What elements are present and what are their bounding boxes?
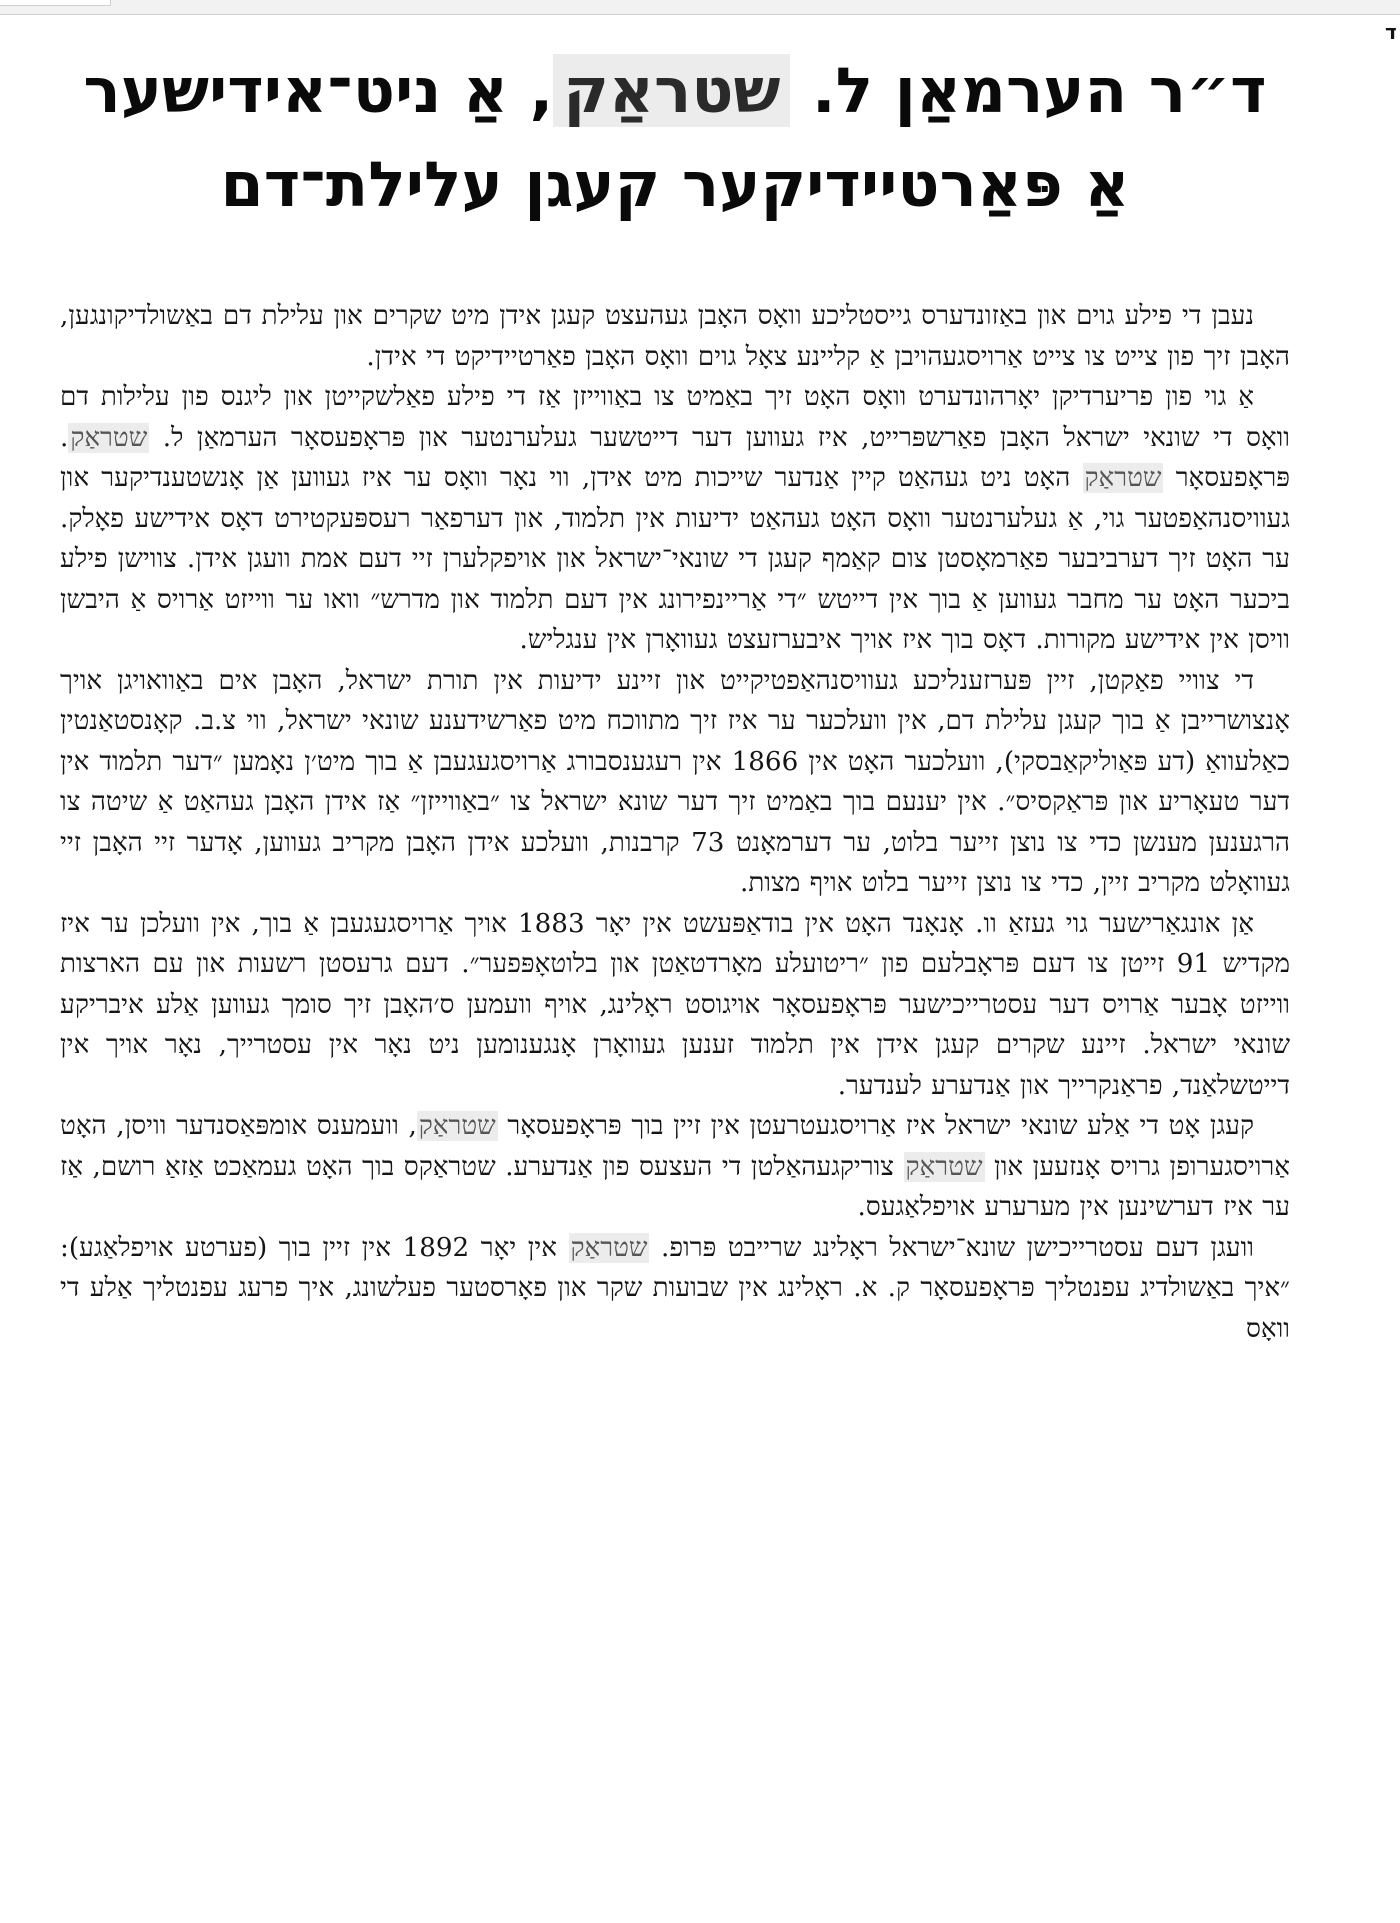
corner-letter: ד [1385, 20, 1397, 44]
paragraph-5 [60, 1106, 1290, 1228]
paragraph-2-part-c: האָט ניט געהאַט קיין אַנדער שייכות מיט אידן, ווי נאָר וואָס ער איז געווען אַן אָנשטענדיקער און געוויסנהאַפטער גוי, אַ געלערנטער וואָס האָט געהאַט ידיעות אין תלמוד, און דערפאַר רעספּעקטירט דאָס אידישע פאָלק. ער האָט זיך דערביבער פאַרמאָסטן צום קאַמף קעגן די שונאי־ישראל און אויפקלערן זיי דעם אמת וועגן אידן. צווישן פילע ביכער האָט ער מחבר געווען אַ בוך אין דייטש ״די אַריינפירונג אין דעם תלמוד און מדרש״ וואו ער ווייזט אַרויס אַ היבשן וויסן אין אידישע מקורות. דאָס בוך איז אויך איבערזעצט געוואָרן אין ענגליש. [60, 463, 1290, 655]
paragraph-5-part-b: , וועמענס אומפּאַסנדער וויסן, האָט אַרויסגערופן גרויס אָנזעען און [60, 1111, 1291, 1182]
article-title [60, 16, 1290, 232]
paragraph-6-part-a: וועגן דעם עסטרייכישן שונא־ישראל ראָלינג שרייבט פּרופ. [649, 1232, 1254, 1263]
highlighted-name: שטראַק [1084, 463, 1162, 493]
title-highlight: שטראַק [553, 54, 790, 127]
paragraph-3: די צוויי פאַקטן, זיין פּערזענליכע געוויסנהאַפטיקייט און זיינע ידיעות אין תורת ישראל, האָבן אים באַוואויגן אויך אָנצושרייבן אַ בוך קעגן עלילת דם, אין וועלכער ער איז זיך מתווכח מיט פאַרשידענע שונאי ישראל, ווי צ.ב. קאָנסטאַנטין כאַלעוואַ (דע פּאַוליקאַבסקי), וועלכער האָט אין 1866 אין רעגענסבורג אַרויסגעגעבן אַ בוך מיט׳ן נאָמען ״דער תלמוד אין דער טעאָריע און פּראַקסיס״. אין יענעם בוך באַמיט זיך דער שונא ישראל צו ״באַווייזן״ אַז אידן האָבן געהאַט אַ שיטה צו הרגענען מענשן כדי צו נוצן זייער בלוט, ער דערמאָנט 73 קרבנות, וועלכע אידן האָבן מקריב געווען, אָדער זיי האָבן זיי געוואָלט מקריב זיין, כדי צו נוצן זייער בלוט אויף מצות. [60, 665, 1290, 898]
highlighted-name: שטראַק [570, 1232, 648, 1263]
paragraph-2-part-a: אַ גוי פון פריערדיקן יאָרהונדערט וואָס האָט זיך באַמיט צו באַווייזן אַז די פילע פאַלשקייטן און ליגנס פון עלילות דם וואָס די שונאי ישראל האָבן פאַרשפּרייט, איז געווען דער דייטשער געלערנטער און פּראָפעסאָר הערמאַן ל. [60, 382, 1290, 453]
paragraph-2 [60, 377, 1290, 661]
title-line-1 [60, 44, 1290, 138]
paragraph-5-part-a: קעגן אָט די אַלע שונאי ישראל איז אַרויסגעטרעטן אין זיין בוך פּראָפעסאָר [497, 1111, 1254, 1141]
paragraph-4: אַן אונגאַרישער גוי געזאַ וו. אָנאָנד האָט אין בודאַפּעשט אין יאָר 1883 אויך אַרויסגעגעבן אַ בוך, אין וועלכן ער איז מקדיש 91 זייטן צו דעם פּראָבלעם פון ״ריטועלע מאָרדטאַטן און בלוטאָפּפער״. דעם גרעסטן רשעות און עם הארצות ווייזט אָבער אַרויס דער עסטרייכישער פּראָפעסאָר אויגוסט ראָלינג, אויף וועמען ס׳האָבן זיך סומך געווען אַלע איבריקע שונאי ישראל. זיינע שקרים קעגן אידן אין תלמוד זענען געוואָרן אָנגענומען ניט נאָר אין עסטרייך, נאָר אויך אין דייטשלאַנד, פראַנקרייך און אַנדערע לענדער. [60, 908, 1290, 1101]
title-line-1-end: , אַ ניט־אידישער [83, 54, 554, 127]
paragraph-5-part-c: צוריקגעהאַלטן די העצעס פון אַנדערע. שטראַקס בוך האָט געמאַכט אַזאַ רושם, אַז ער איז דערשינען אין מערערע אויפלאַגעס. [60, 1151, 1290, 1222]
browser-tab-edge[interactable] [0, 0, 111, 6]
paragraph-6-part-b: אין יאָר 1892 אין זיין בוך (פערטע אויפלאַגע): ״איך באַשולדיג עפנטליך פּראָפעסאָר ק. א. ראָלינג אין שבועות שקר און פאָרסטער פעלשונג, איך פרעג עפנטליך אַלע די וואָס [60, 1232, 1290, 1344]
highlighted-name: שטראַק [418, 1111, 496, 1141]
browser-top-bar [0, 0, 1400, 15]
paragraph-1: נעבן די פילע גוים און באַזונדערס גייסטליכע וואָס האָבן געהעצט קעגן אידן מיט שקרים און עלילת דם באַשולדיקונגען, האָבן זיך פון צייט צו צייט אַרויסגעהויבן אַ קליינע צאָל גוים וואָס האָבן פאַרטיידיקט די אידן. [60, 301, 1290, 372]
highlighted-name: שטראַק [70, 422, 148, 453]
paragraph-2-part-b: . פּראָפעסאָר [60, 422, 1291, 493]
paragraph-6 [60, 1228, 1290, 1350]
highlighted-name: שטראַק [905, 1151, 983, 1182]
title-line-2: אַ פּאַרטיידיקער קעגן עלילת־דם [220, 148, 1130, 221]
article [60, 16, 1290, 1349]
title-line-1-start: ד״ר הערמאַן ל. [790, 54, 1267, 127]
article-body [60, 296, 1290, 1349]
